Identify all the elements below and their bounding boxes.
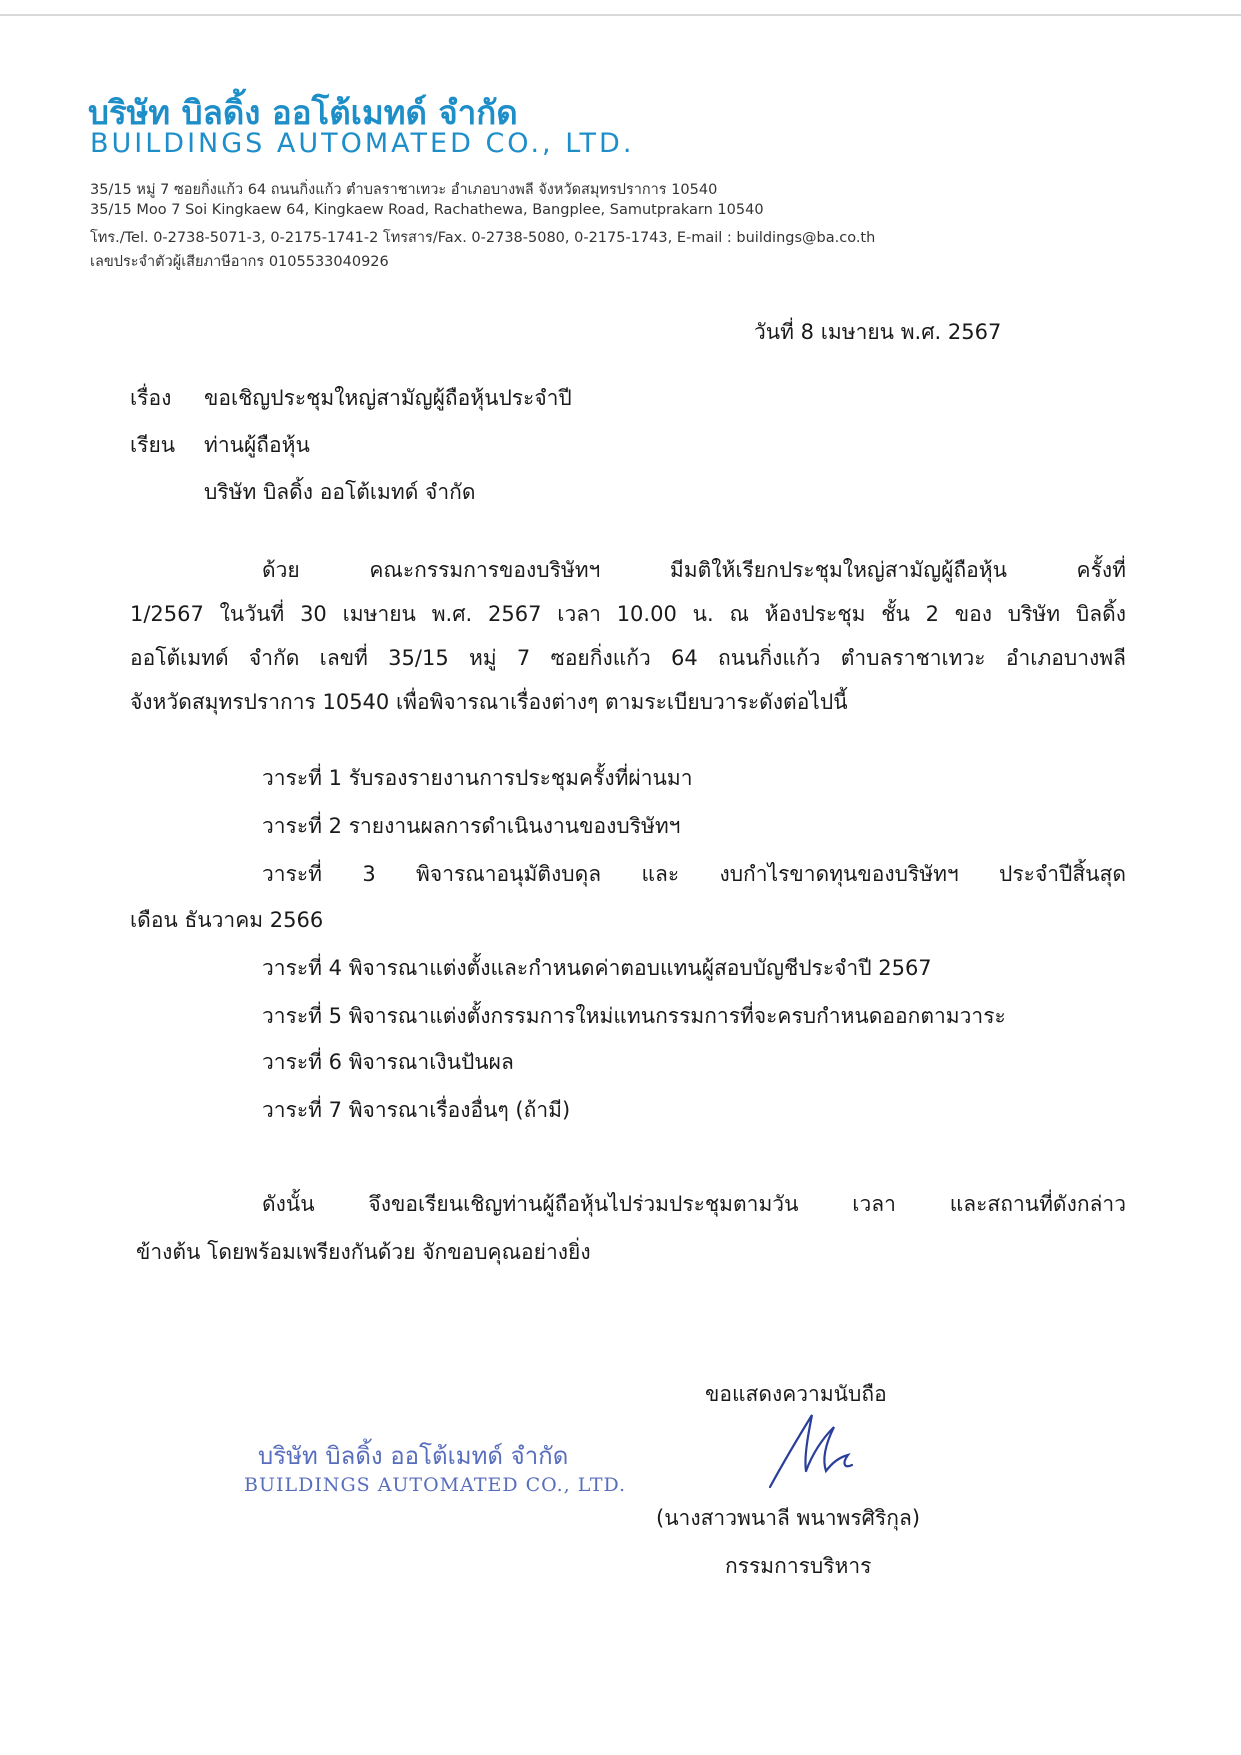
intro-paragraph-line: จังหวัดสมุทรปราการ 10540 เพื่อพิจารณาเรื่องต่างๆ ตามระเบียบวาระดังต่อไปนี้ <box>130 690 848 714</box>
agenda-item-1: วาระที่ 1 รับรองรายงานการประชุมครั้งที่ผ่านมา <box>262 766 693 790</box>
company-address-thai: 35/15 หมู่ 7 ซอยกิ่งแก้ว 64 ถนนกิ่งแก้ว ตำบลราชาเทวะ อำเภอบางพลี จังหวัดสมุทรปราการ 10540 <box>90 182 718 198</box>
agenda-item-4: วาระที่ 4 พิจารณาแต่งตั้งและกำหนดค่าตอบแทนผู้สอบบัญชีประจำปี 2567 <box>262 956 932 980</box>
agenda-item-3: วาระที่ 3 พิจารณาอนุมัติงบดุล และ งบกำไรขาดทุนของบริษัทฯ ประจำปีสิ้นสุด <box>262 862 1126 886</box>
handwritten-signature <box>760 1405 870 1495</box>
intro-paragraph-line: 1/2567 ในวันที่ 30 เมษายน พ.ศ. 2567 เวลา 10.00 น. ณ ห้องประชุม ชั้น 2 ของ บริษัท บิลดิ้ง <box>130 602 1126 626</box>
agenda-item-2: วาระที่ 2 รายงานผลการดำเนินงานของบริษัทฯ <box>262 814 681 838</box>
company-contact: โทร./Tel. 0-2738-5071-3, 0-2175-1741-2 โทรสาร/Fax. 0-2738-5080, 0-2175-1743, E-mail : buildings@ba.co.th <box>90 230 876 246</box>
closing-salutation: ขอแสดงความนับถือ <box>705 1382 887 1406</box>
company-name-thai: บริษัท บิลดิ้ง ออโต้เมทด์ จำกัด <box>88 93 518 132</box>
page-top-rule <box>0 14 1241 16</box>
agenda-item-6: วาระที่ 6 พิจารณาเงินปันผล <box>262 1050 514 1074</box>
agenda-item-3-continued: เดือน ธันวาคม 2566 <box>130 908 324 932</box>
intro-paragraph-line: ด้วย คณะกรรมการของบริษัทฯ มีมติให้เรียกประชุมใหญ่สามัญผู้ถือหุ้น ครั้งที่ <box>262 558 1126 582</box>
recipient-label: เรียน <box>130 433 176 457</box>
intro-paragraph-line: ออโต้เมทด์ จำกัด เลขที่ 35/15 หมู่ 7 ซอยกิ่งแก้ว 64 ถนนกิ่งแก้ว ตำบลราชาเทวะ อำเภอบางพลี <box>130 646 1126 670</box>
letter-date: วันที่ 8 เมษายน พ.ศ. 2567 <box>754 320 1002 344</box>
subject-label: เรื่อง <box>130 386 172 410</box>
company-address-english: 35/15 Moo 7 Soi Kingkaew 64, Kingkaew Road, Rachathewa, Bangplee, Samutprakarn 10540 <box>90 202 764 218</box>
agenda-item-7: วาระที่ 7 พิจารณาเรื่องอื่นๆ (ถ้ามี) <box>262 1098 571 1122</box>
company-stamp-thai: บริษัท บิลดิ้ง ออโต้เมทด์ จำกัด <box>258 1442 569 1470</box>
company-tax-id: เลขประจำตัวผู้เสียภาษีอากร 0105533040926 <box>90 254 389 270</box>
recipient-line-1: ท่านผู้ถือหุ้น <box>204 433 310 457</box>
closing-paragraph-line: ข้างต้น โดยพร้อมเพรียงกันด้วย จักขอบคุณอย่างยิ่ง <box>136 1240 591 1264</box>
recipient-line-2: บริษัท บิลดิ้ง ออโต้เมทด์ จำกัด <box>204 480 476 504</box>
company-name-english: BUILDINGS AUTOMATED CO., LTD. <box>90 128 635 159</box>
subject-text: ขอเชิญประชุมใหญ่สามัญผู้ถือหุ้นประจำปี <box>204 386 572 410</box>
agenda-item-5: วาระที่ 5 พิจารณาแต่งตั้งกรรมการใหม่แทนกรรมการที่จะครบกำหนดออกตามวาระ <box>262 1004 1006 1028</box>
signatory-title: กรรมการบริหาร <box>725 1554 872 1578</box>
closing-paragraph-line: ดังนั้น จึงขอเรียนเชิญท่านผู้ถือหุ้นไปร่วมประชุมตามวัน เวลา และสถานที่ดังกล่าว <box>262 1192 1126 1216</box>
signatory-name: (นางสาวพนาลี พนาพรศิริกุล) <box>656 1506 921 1530</box>
company-stamp-english: BUILDINGS AUTOMATED CO., LTD. <box>244 1474 627 1496</box>
